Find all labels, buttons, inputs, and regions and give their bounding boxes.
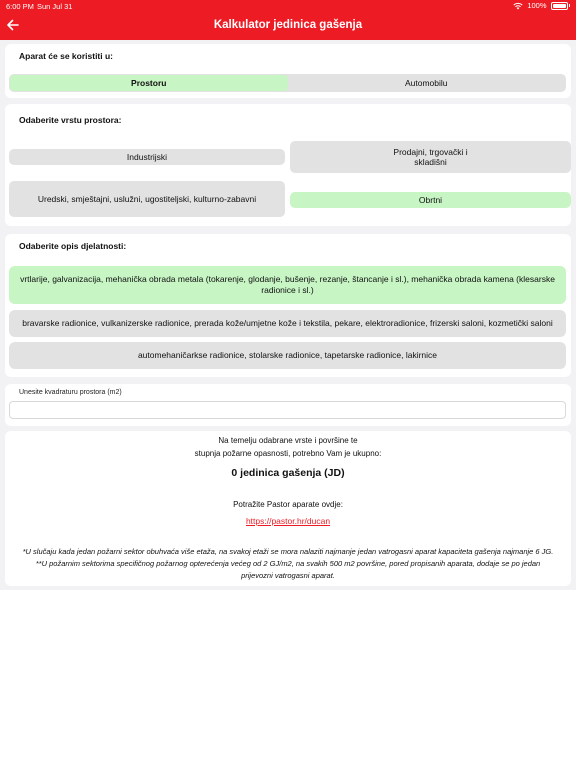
activity-option-2[interactable]: bravarske radionice, vulkanizerske radionice, prerada kože/umjetne kože i tekstila, pekare, elektroradionice, frizerski saloni, kozmetički saloni	[9, 310, 566, 337]
device-segmented-control	[9, 74, 566, 92]
wifi-icon	[513, 2, 523, 10]
device-section-title: Aparat će se koristiti u:	[19, 51, 114, 61]
battery-icon	[551, 2, 568, 10]
segment-automobilu[interactable]: Automobilu	[404, 78, 448, 88]
space-type-card	[5, 104, 571, 226]
area-card	[5, 384, 571, 426]
result-line-2: stupnja požarne opasnosti, potrebno Vam je ukupno:	[194, 449, 382, 458]
space-type-section-title: Odaberite vrstu prostora:	[19, 115, 122, 125]
note-1: *U slučaju kada jedan požarni sektor obuhvaća više etaža, na svakoj etaži se mora nalaziti najmanje jedan vatrogasni aparat kapaciteta gašenja najmanje 6 JG.	[22, 547, 554, 556]
segment-prostoru[interactable]: Prostoru	[10, 75, 288, 91]
battery-percent: 100%	[527, 1, 547, 10]
activity-section-title: Odaberite opis djelatnosti:	[19, 241, 127, 251]
status-time: 6:00 PM	[6, 2, 34, 11]
status-date: Sun Jul 31	[37, 2, 73, 11]
result-card	[5, 431, 571, 586]
device-card	[5, 44, 571, 98]
result-total: 0 jedinica gašenja (JD)	[231, 467, 345, 479]
option-industrijski[interactable]: Industrijski	[9, 149, 285, 165]
activity-card	[5, 234, 571, 377]
status-bar	[0, 0, 576, 12]
note-3: prijevozni vatrogasni aparat.	[241, 571, 335, 580]
area-label: Unesite kvadraturu prostora (m2)	[19, 389, 122, 396]
option-obrtni[interactable]: Obrtni	[290, 192, 571, 208]
shop-link[interactable]: https://pastor.hr/ducan	[245, 516, 331, 526]
option-prodajni[interactable]: Prodajni, trgovački i skladišni	[290, 141, 571, 173]
find-text: Potražite Pastor aparate ovdje:	[233, 500, 343, 509]
activity-option-3[interactable]: automehaničarkse radionice, stolarske radionice, tapetarske radionice, lakirnice	[9, 342, 566, 369]
note-2: **U požarnim sektorima specifičnog požarnog opterećenja većeg od 2 GJ/m2, na svakih 500 m2 površine, pored propisanih aparata, dodaje se po jedan	[35, 559, 541, 568]
option-uredski[interactable]: Uredski, smještajni, uslužni, ugostiteljski, kulturno-zabavni	[9, 181, 285, 217]
area-input[interactable]	[9, 401, 566, 419]
activity-option-1[interactable]: vrtlarije, galvanizacija, mehanička obrada metala (tokarenje, glodanje, bušenje, rezanje, štancanje i sl.), mehanička obrada kamena (klesarske radionice i sl.)	[9, 266, 566, 304]
page-title: Kalkulator jedinica gašenja	[213, 19, 363, 31]
result-line-1: Na temelju odabrane vrste i površine te	[218, 436, 358, 445]
